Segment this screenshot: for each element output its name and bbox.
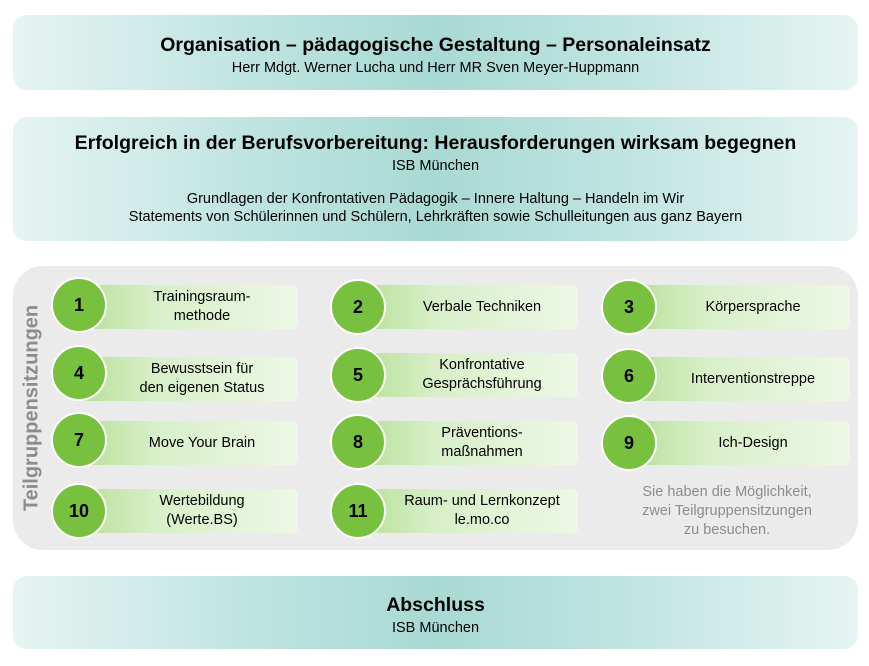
footer-band <box>13 576 858 649</box>
session-number-5: 5 <box>330 347 386 403</box>
session-pill-7: Move Your Brain <box>80 421 298 465</box>
header-band <box>13 15 858 90</box>
main-section-line1: Grundlagen der Konfrontativen Pädagogik – Innere Haltung – Handeln im Wir <box>186 191 685 207</box>
main-section-location: ISB München <box>391 158 480 174</box>
session-pill-9: Ich-Design <box>630 421 850 465</box>
session-pill-4: Bewusstsein für den eigenen Status <box>80 357 298 401</box>
session-pill-2: Verbale Techniken <box>360 285 578 329</box>
session-pill-5: Konfrontative Gesprächsführung <box>360 353 578 397</box>
session-number-7: 7 <box>51 412 107 468</box>
session-number-8: 8 <box>330 414 386 470</box>
session-number-9: 9 <box>601 415 657 471</box>
session-number-1: 1 <box>51 277 107 333</box>
session-pill-3: Körpersprache <box>630 285 850 329</box>
session-number-2: 2 <box>330 279 386 335</box>
session-pill-11: Raum- und Lernkonzept le.mo.co <box>360 489 578 533</box>
sessions-label: Teilgruppensitzungen <box>20 304 43 512</box>
session-pill-10: Wertebildung (Werte.BS) <box>80 489 298 533</box>
session-number-4: 4 <box>51 345 107 401</box>
sessions-note: Sie haben die Möglichkeit, zwei Teilgruppensitzungen zu besuchen. <box>642 484 812 538</box>
session-pill-6: Interventionstreppe <box>630 357 850 401</box>
main-section-band <box>13 117 858 241</box>
main-section-title: Erfolgreich in der Berufsvorbereitung: Herausforderungen wirksam begegnen <box>74 132 797 154</box>
session-pill-1: Trainingsraum- methode <box>80 285 298 329</box>
session-number-11: 11 <box>330 483 386 539</box>
footer-title: Abschluss <box>386 594 485 616</box>
header-subtitle: Herr Mdgt. Werner Lucha und Herr MR Sven Meyer-Huppmann <box>231 60 640 76</box>
session-number-3: 3 <box>601 279 657 335</box>
main-section-line2: Statements von Schülerinnen und Schülern, Lehrkräften sowie Schulleitungen aus ganz Bayern <box>128 209 743 225</box>
session-number-10: 10 <box>51 483 107 539</box>
header-title: Organisation – pädagogische Gestaltung – Personaleinsatz <box>160 34 711 56</box>
footer-location: ISB München <box>391 620 480 636</box>
session-pill-8: Präventions- maßnahmen <box>360 421 578 465</box>
session-number-6: 6 <box>601 348 657 404</box>
